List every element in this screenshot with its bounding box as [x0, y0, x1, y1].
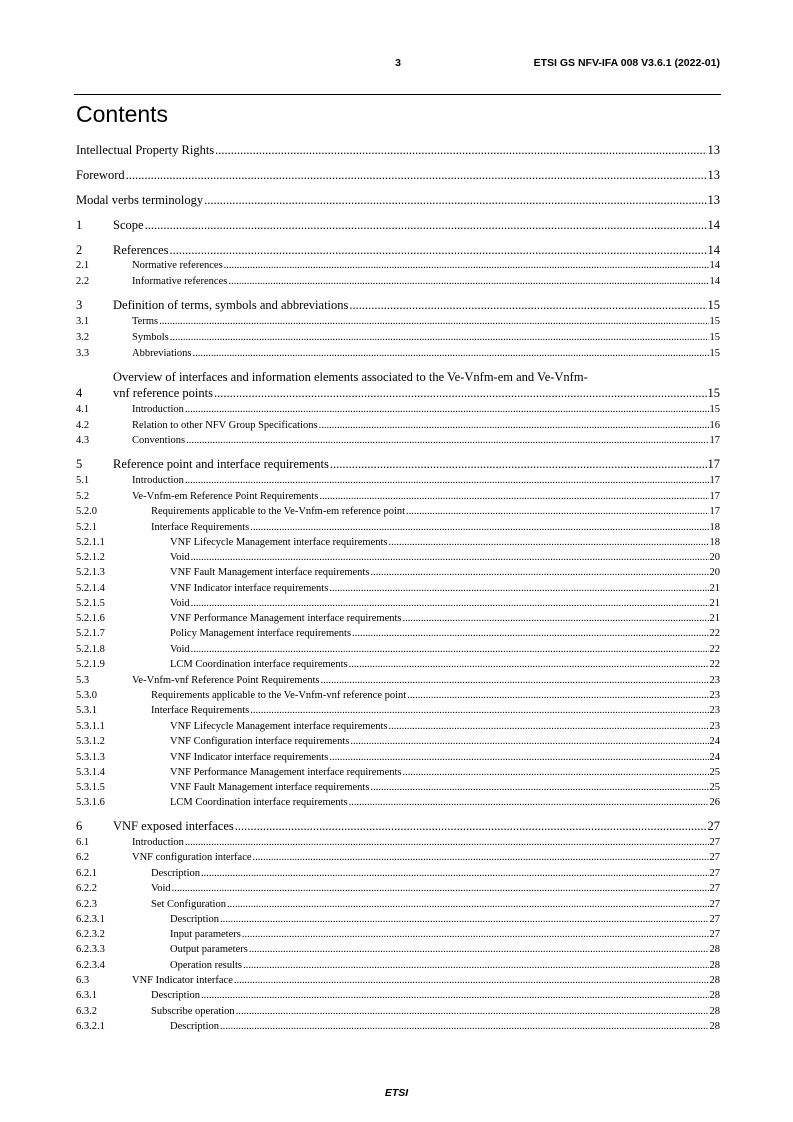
toc-entry-page: 15: [707, 298, 720, 312]
toc-entry-page: 21: [709, 583, 720, 594]
toc-leader-dots: [236, 1006, 709, 1017]
toc-entry-text: Interface Requirements: [151, 705, 250, 716]
toc-leader-dots: [214, 386, 707, 401]
toc-leader-dots: [145, 218, 707, 233]
toc-entry-number: 5.3.0: [76, 690, 97, 701]
toc-entry-text: Void: [151, 883, 171, 894]
toc-leader-dots: [370, 782, 708, 793]
toc-entry-text: Intellectual Property Rights: [76, 143, 215, 157]
toc-entry[interactable]: [76, 218, 720, 233]
toc-entry-text: Introduction: [132, 475, 184, 486]
toc-entry-number: 4.3: [76, 435, 90, 446]
toc-entry[interactable]: [76, 990, 720, 1001]
toc-entry[interactable]: [76, 420, 720, 431]
page-header: [76, 57, 720, 73]
toc-entry-text: vnf reference points: [113, 386, 213, 400]
toc-entry[interactable]: [76, 348, 720, 359]
toc-leader-dots: [170, 243, 707, 258]
toc-entry-number: 5.2.1: [76, 522, 97, 533]
toc-leader-dots: [215, 143, 706, 158]
toc-entry-number: 6.2.3.1: [76, 914, 105, 925]
toc-entry[interactable]: [76, 506, 720, 517]
toc-leader-dots: [242, 929, 709, 940]
toc-entry[interactable]: [76, 537, 720, 548]
toc-entry[interactable]: [76, 960, 720, 971]
toc-entry-text: Output parameters: [170, 944, 248, 955]
toc-entry[interactable]: [76, 944, 720, 955]
toc-entry-number: 4.2: [76, 420, 90, 431]
toc-entry-number: 5.2.1.3: [76, 567, 105, 578]
toc-entry-text: Void: [170, 598, 190, 609]
toc-leader-dots: [201, 990, 709, 1001]
toc-entry[interactable]: [76, 491, 720, 502]
toc-entry-text: Description: [170, 914, 219, 925]
toc-entry-page: 14: [709, 260, 720, 271]
toc-leader-dots: [319, 491, 708, 502]
toc-entry[interactable]: [76, 705, 720, 716]
toc-entry-page: 24: [709, 752, 720, 763]
toc-entry[interactable]: [76, 243, 720, 258]
toc-entry[interactable]: [76, 193, 720, 208]
toc-entry-number: 6.3: [76, 975, 90, 986]
toc-entry-text: Subscribe operation: [151, 1006, 235, 1017]
toc-leader-dots: [159, 316, 708, 327]
toc-entry-page: 27: [709, 914, 720, 925]
toc-entry[interactable]: [76, 797, 720, 808]
toc-leader-dots: [329, 583, 708, 594]
toc-entry-page: 27: [709, 929, 720, 940]
toc-entry-page: 20: [709, 567, 720, 578]
toc-leader-dots: [330, 457, 707, 472]
toc-entry-number: 5.3.1.1: [76, 721, 105, 732]
toc-entry-number: 6.2.3.3: [76, 944, 105, 955]
toc-entry-text: Relation to other NFV Group Specifications: [132, 420, 318, 431]
toc-leader-dots: [220, 914, 709, 925]
toc-entry-page: 14: [709, 276, 720, 287]
toc-entry-number: 6.2.2: [76, 883, 97, 894]
toc-leader-dots: [406, 506, 708, 517]
toc-entry-page: 18: [709, 537, 720, 548]
toc-entry-text: VNF Fault Management interface requirements: [170, 567, 370, 578]
toc-entry-text: Description: [151, 868, 200, 879]
toc-entry-text: VNF configuration interface: [132, 852, 252, 863]
toc-entry-page: 13: [707, 143, 720, 157]
toc-entry-page: 22: [709, 628, 720, 639]
toc-entry[interactable]: [76, 914, 720, 925]
toc-entry[interactable]: [76, 276, 720, 287]
toc-entry[interactable]: [76, 522, 720, 533]
toc-entry[interactable]: [76, 767, 720, 778]
toc-leader-dots: [172, 883, 709, 894]
toc-entry-text: Ve-Vnfm-em Reference Point Requirements: [132, 491, 319, 502]
toc-entry-text: VNF Indicator interface: [132, 975, 233, 986]
toc-entry-number: 5.3.1.4: [76, 767, 105, 778]
toc-entry-number: 5.2.1.6: [76, 613, 105, 624]
toc-entry-number: 5.3.1.5: [76, 782, 105, 793]
toc-entry-text: Requirements applicable to the Ve-Vnfm-em reference point: [151, 506, 406, 517]
toc-leader-dots: [224, 260, 709, 271]
toc-entry-text: LCM Coordination interface requirements: [170, 659, 348, 670]
toc-entry-number: 5.2.1.1: [76, 537, 105, 548]
toc-entry-page: 27: [707, 819, 720, 833]
toc-entry-number: 5.3.1.3: [76, 752, 105, 763]
toc-entry-text: VNF Performance Management interface requirements: [170, 767, 402, 778]
toc-entry-text: Abbreviations: [132, 348, 192, 359]
toc-leader-dots: [249, 944, 709, 955]
toc-entry-text: References: [113, 243, 169, 257]
toc-entry-number: 4.1: [76, 404, 90, 415]
toc-leader-dots: [253, 852, 709, 863]
toc-leader-dots: [349, 659, 709, 670]
toc-entry-number: 6.2: [76, 852, 90, 863]
toc-entry-text: Ve-Vnfm-vnf Reference Point Requirements: [132, 675, 320, 686]
toc-entry[interactable]: [76, 852, 720, 863]
toc-entry-text: Void: [170, 552, 190, 563]
toc-leader-dots: [193, 348, 709, 359]
toc-leader-dots: [201, 868, 709, 879]
toc-entry-text: Modal verbs terminology: [76, 193, 204, 207]
toc-entry[interactable]: [76, 1021, 720, 1032]
toc-entry-text: VNF Fault Management interface requirements: [170, 782, 370, 793]
toc-entry[interactable]: [76, 819, 720, 834]
toc-entry-page: 22: [709, 644, 720, 655]
toc-entry[interactable]: [76, 613, 720, 624]
toc-entry-page: 26: [709, 797, 720, 808]
toc-entry-number: 6.2.3: [76, 899, 97, 910]
toc-entry-page: 14: [707, 243, 720, 257]
toc-entry[interactable]: [76, 298, 720, 313]
toc-leader-dots: [220, 1021, 709, 1032]
toc-entry-page: 27: [709, 852, 720, 863]
toc-entry-number: 5.3.1.2: [76, 736, 105, 747]
toc-entry-page: 17: [709, 475, 720, 486]
toc-entry-number: 4: [76, 386, 83, 400]
toc-entry-text: VNF Indicator interface requirements: [170, 752, 329, 763]
toc-leader-dots: [349, 797, 709, 808]
toc-entry-page: 15: [709, 348, 720, 359]
toc-leader-dots: [319, 420, 709, 431]
toc-entry-text: Reference point and interface requirements: [113, 457, 329, 471]
toc-entry[interactable]: [76, 899, 720, 910]
toc-leader-dots: [250, 522, 708, 533]
toc-entry-page: 28: [709, 1021, 720, 1032]
header-rule: [74, 94, 721, 95]
toc-leader-dots: [403, 767, 709, 778]
toc-entry-number: 5.2.1.9: [76, 659, 105, 670]
toc-entry-page: 17: [709, 491, 720, 502]
toc-entry-page: 13: [707, 193, 720, 207]
toc-entry-text: Foreword: [76, 168, 125, 182]
toc-entry-number: 5.2.1.2: [76, 552, 105, 563]
toc-entry-text: Policy Management interface requirements: [170, 628, 352, 639]
toc-leader-dots: [227, 899, 709, 910]
toc-entry-page: 17: [707, 457, 720, 471]
toc-entry-page: 28: [709, 944, 720, 955]
toc-entry-text: LCM Coordination interface requirements: [170, 797, 348, 808]
toc-entry[interactable]: [76, 675, 720, 686]
toc-entry-page: 28: [709, 960, 720, 971]
toc-entry[interactable]: [76, 457, 720, 472]
toc-entry[interactable]: [76, 583, 720, 594]
toc-entry-page: 28: [709, 975, 720, 986]
toc-entry[interactable]: [76, 143, 720, 158]
toc-entry-number: 1: [76, 218, 83, 232]
toc-entry-text: Conventions: [132, 435, 186, 446]
page-title: Contents: [76, 101, 169, 127]
toc-entry[interactable]: [76, 690, 720, 701]
toc-entry-number: 2.2: [76, 276, 90, 287]
toc-leader-dots: [185, 475, 709, 486]
toc-entry-number: 5.2: [76, 491, 90, 502]
toc-entry-text: Description: [170, 1021, 219, 1032]
toc-leader-dots: [186, 435, 708, 446]
toc-entry-page: 16: [709, 420, 720, 431]
toc-leader-dots: [250, 705, 708, 716]
toc-entry[interactable]: [76, 168, 720, 183]
toc-entry-number: 3: [76, 298, 83, 312]
toc-leader-dots: [370, 567, 708, 578]
toc-entry[interactable]: [76, 752, 720, 763]
toc-entry[interactable]: [76, 475, 720, 486]
toc-entry-page: 27: [709, 899, 720, 910]
toc-entry[interactable]: [76, 404, 720, 415]
toc-entry-number: 6: [76, 819, 83, 833]
toc-entry-page: 27: [709, 883, 720, 894]
toc-entry-text: Introduction: [132, 404, 184, 415]
page-footer: ETSI: [384, 1087, 409, 1099]
toc-entry[interactable]: [76, 316, 720, 327]
toc-entry-text: VNF exposed interfaces: [113, 819, 234, 833]
page-number: 3: [395, 57, 401, 69]
toc-entry-page: 24: [709, 736, 720, 747]
toc-leader-dots: [320, 675, 708, 686]
toc-entry-page: 28: [709, 1006, 720, 1017]
toc-leader-dots: [352, 628, 708, 639]
toc-leader-dots: [191, 552, 709, 563]
toc-entry[interactable]: [76, 975, 720, 986]
toc-leader-dots: [191, 598, 709, 609]
toc-entry-text: Operation results: [170, 960, 243, 971]
toc-entry-page: 28: [709, 990, 720, 1001]
toc-leader-dots: [350, 736, 708, 747]
toc-entry-text: VNF Lifecycle Management interface requirements: [170, 537, 388, 548]
toc-entry[interactable]: [76, 435, 720, 446]
toc-entry-number: 6.3.1: [76, 990, 97, 1001]
toc-entry[interactable]: [76, 260, 720, 271]
toc-entry-number: 2: [76, 243, 83, 257]
toc-entry-page: 27: [709, 868, 720, 879]
toc-entry-page: 27: [709, 837, 720, 848]
toc-entry[interactable]: [76, 386, 720, 401]
toc-entry-number: 5.2.1.4: [76, 583, 105, 594]
toc-entry-number: 5.2.1.5: [76, 598, 105, 609]
toc-entry-text: Description: [151, 990, 200, 1001]
toc-entry-text: Introduction: [132, 837, 184, 848]
toc-leader-dots: [191, 644, 709, 655]
toc-entry-number: 5.3.1.6: [76, 797, 105, 808]
toc-entry-page: 14: [707, 218, 720, 232]
toc-entry-page: 15: [709, 332, 720, 343]
toc-entry-number: 5.2.1.8: [76, 644, 105, 655]
toc-entry-page: 23: [709, 675, 720, 686]
toc-leader-dots: [126, 168, 707, 183]
toc-entry-text: Symbols: [132, 332, 169, 343]
toc-entry[interactable]: [76, 552, 720, 563]
toc-entry-number: 3.2: [76, 332, 90, 343]
toc-entry-page: 20: [709, 552, 720, 563]
toc-entry[interactable]: [76, 598, 720, 609]
toc-leader-dots: [185, 837, 709, 848]
toc-entry-text: Input parameters: [170, 929, 241, 940]
toc-leader-dots: [235, 819, 707, 834]
toc-entry-number: 6.3.2: [76, 1006, 97, 1017]
toc-leader-dots: [389, 537, 709, 548]
toc-entry-text: VNF Performance Management interface requirements: [170, 613, 402, 624]
toc-entry-page: 25: [709, 767, 720, 778]
toc-entry[interactable]: [76, 659, 720, 670]
toc-entry-text: Informative references: [132, 276, 228, 287]
toc-entry[interactable]: [76, 736, 720, 747]
toc-entry-number: 6.1: [76, 837, 90, 848]
toc-leader-dots: [243, 960, 708, 971]
toc-entry[interactable]: [76, 332, 720, 343]
toc-entry-number: 2.1: [76, 260, 90, 271]
toc-leader-dots: [407, 690, 708, 701]
toc-entry[interactable]: [76, 883, 720, 894]
toc-leader-dots: [234, 975, 709, 986]
toc-entry-page: 21: [709, 598, 720, 609]
toc-entry-page: 23: [709, 705, 720, 716]
toc-entry-page: 23: [709, 690, 720, 701]
toc-entry-text: Scope: [113, 218, 144, 232]
toc-entry-text-line1: Overview of interfaces and information elements associated to the Ve-Vnfm-em and Ve-Vnfm-: [113, 370, 588, 384]
toc-entry-page: 21: [709, 613, 720, 624]
toc-entry[interactable]: [76, 782, 720, 793]
toc-entry-page: 17: [709, 435, 720, 446]
toc-entry-page: 15: [707, 386, 720, 400]
toc-entry[interactable]: [76, 868, 720, 879]
toc-leader-dots: [389, 721, 709, 732]
toc-entry-page: 17: [709, 506, 720, 517]
toc-entry[interactable]: [76, 628, 720, 639]
toc-entry-text: Definition of terms, symbols and abbreviations: [113, 298, 349, 312]
toc-leader-dots: [329, 752, 708, 763]
toc-leader-dots: [185, 404, 709, 415]
toc-entry-number: 5.3.1: [76, 705, 97, 716]
toc-entry-number: 5: [76, 457, 83, 471]
toc-entry-number: 6.2.3.2: [76, 929, 105, 940]
toc-entry-number: 5.1: [76, 475, 90, 486]
toc-entry-text: Terms: [132, 316, 159, 327]
document-id: ETSI GS NFV-IFA 008 V3.6.1 (2022-01): [533, 57, 720, 69]
toc-entry[interactable]: [76, 567, 720, 578]
toc-entry-page: 25: [709, 782, 720, 793]
toc-entry-page: 13: [707, 168, 720, 182]
toc-entry-number: 3.3: [76, 348, 90, 359]
toc-entry[interactable]: [76, 644, 720, 655]
toc-entry-number: 3.1: [76, 316, 90, 327]
toc-entry-page: 23: [709, 721, 720, 732]
toc-entry-text: Set Configuration: [151, 899, 226, 910]
toc-entry-number: 5.2.1.7: [76, 628, 105, 639]
toc-entry-page: 22: [709, 659, 720, 670]
toc-entry-text: Interface Requirements: [151, 522, 250, 533]
toc-entry-number: 6.3.2.1: [76, 1021, 105, 1032]
toc-entry-number: 6.2.3.4: [76, 960, 105, 971]
toc-entry-text: VNF Lifecycle Management interface requirements: [170, 721, 388, 732]
toc-leader-dots: [170, 332, 709, 343]
toc-leader-dots: [349, 298, 706, 313]
toc-entry[interactable]: [76, 837, 720, 848]
toc-entry[interactable]: [76, 721, 720, 732]
toc-entry-number: 6.2.1: [76, 868, 97, 879]
toc-entry-number: 5.2.0: [76, 506, 97, 517]
toc-leader-dots: [204, 193, 706, 208]
toc-entry-text: Requirements applicable to the Ve-Vnfm-vnf reference point: [151, 690, 407, 701]
toc-entry[interactable]: [76, 929, 720, 940]
toc-leader-dots: [228, 276, 708, 287]
toc-entry-number: 5.3: [76, 675, 90, 686]
toc-entry-page: 15: [709, 316, 720, 327]
toc-entry-page: 18: [709, 522, 720, 533]
toc-entry[interactable]: [76, 1006, 720, 1017]
toc-entry-text: VNF Configuration interface requirements: [170, 736, 350, 747]
toc-entry-text: VNF Indicator interface requirements: [170, 583, 329, 594]
toc-entry-text: Void: [170, 644, 190, 655]
toc-entry-text: Normative references: [132, 260, 223, 271]
toc-entry-page: 15: [709, 404, 720, 415]
toc-leader-dots: [403, 613, 709, 624]
